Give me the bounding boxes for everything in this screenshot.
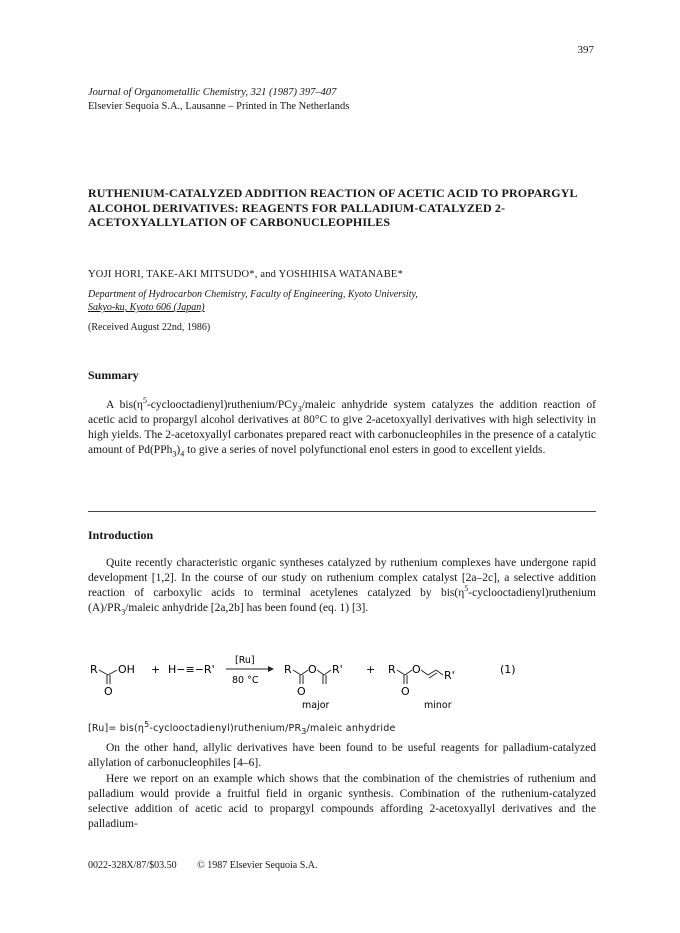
ru-definition [88, 719, 396, 736]
summary-text-1: A bis(η [106, 399, 143, 411]
ru-definition-sub: 3 [301, 726, 307, 736]
conditions-label: 80 °C [232, 675, 259, 686]
introduction-paragraph-3: Here we report on an example which shows that the combination of the chemistries of ruthenium and palladium would provide a fruitful field in organic synthesis. Combination of the ruthenium-catalyzed selective addition of acetic acid to propargyl compounds affording 2-acetoxyallyl derivatives and the palladium- [88, 773, 596, 830]
page-footer [88, 860, 335, 871]
major-label: major [302, 700, 330, 711]
summary-text-4: ) [176, 444, 181, 456]
product1-bond-1 [293, 670, 301, 675]
product1-bond-2 [301, 670, 308, 675]
equation-number: (1) [500, 663, 516, 676]
ru-definition-3: /maleic anhydride [306, 723, 396, 734]
product2-bond-4 [436, 670, 443, 675]
footer-code: 0022-328X/87/$03.50 [88, 860, 177, 871]
summary-sub-2: 3 [172, 449, 177, 459]
summary-text-2: -cyclooctadienyl)ruthenium/PCy [146, 399, 298, 411]
product2-ester-o: O [412, 663, 421, 676]
product2-r-label: R [388, 663, 396, 676]
received-date: (Received August 22nd, 1986) [88, 322, 211, 333]
product2-bond-3 [421, 670, 428, 675]
paper-title: RUTHENIUM-CATALYZED ADDITION REACTION OF ACETIC ACID TO PROPARGYL ALCOHOL DERIVATIVES: REAGENTS FOR PALLADIUM-CATALYZED 2-ACETOXYALLYLATION OF CARBONUCLEOPHILES [88, 186, 577, 229]
reactant1-oh-label: OH [118, 663, 135, 676]
authors: YOJI HORI, TAKE-AKI MITSUDO*, and YOSHIHISA WATANABE* [88, 269, 403, 280]
introduction-paragraph-1 [88, 556, 596, 616]
affiliation-line-2: Sakyo-ku, Kyoto 606 (Japan) [88, 302, 205, 313]
reactant1-bond-2 [108, 670, 117, 675]
summary-text [88, 398, 596, 458]
product2-rprime-label: R' [444, 669, 455, 682]
summary-sub-1: 3 [297, 404, 302, 414]
summary-sub-3: 4 [180, 449, 185, 459]
catalyst-label: [Ru] [235, 655, 255, 666]
reactant1-carbonyl-o: O [104, 685, 113, 698]
introduction-paragraph-2: On the other hand, allylic derivatives have been found to be useful reagents for palladium-catalyzed allylation of carbonucleophiles [4–6]. [88, 742, 596, 769]
product1-bond-3 [317, 670, 324, 675]
reactant2-label: H−≡−R' [168, 663, 215, 676]
affiliation-line-1: Department of Hydrocarbon Chemistry, Faculty of Engineering, Kyoto University, [88, 289, 418, 300]
introduction-heading: Introduction [88, 528, 154, 542]
minor-label: minor [424, 700, 452, 711]
intro-p1-b: -cyclooctadienyl)ruthenium (A)/PR [88, 587, 596, 614]
summary-sup-1: 5 [142, 396, 147, 406]
ru-definition-sup: 5 [144, 719, 150, 729]
footer-copyright: © 1987 Elsevier Sequoia S.A. [197, 860, 318, 871]
journal-header [88, 86, 349, 114]
affiliation [88, 288, 418, 314]
summary-text-5: to give a series of novel polyfunctional enol esters in good to excellent yields. [184, 444, 546, 456]
product2-bond-2 [405, 670, 412, 675]
section-divider [88, 511, 596, 512]
intro-p1-c: /maleic anhydride [2a,2b] has been found (eq. 1) [3]. [125, 602, 369, 614]
summary-text-3: /maleic anhydride system catalyzes the addition reaction of acetic acid to propargyl alcohol derivatives at 80°C to give 2-acetoxyallyl derivatives with high selectivity in high yields. The 2-acetoxyallyl carbonates prepared react with carbonucleophiles in the presence of a catalytic amount of Pd(PPh [88, 399, 597, 456]
plus-sign-1: + [151, 663, 161, 676]
journal-citation: Journal of Organometallic Chemistry, 321 (1987) 397–407 [88, 87, 337, 98]
product1-rprime-label: R' [332, 663, 343, 676]
ru-definition-1: [Ru]= bis(η [88, 723, 145, 734]
reactant1-r-label: R [90, 663, 98, 676]
product1-bond-4 [324, 670, 331, 675]
product1-r-label: R [284, 663, 292, 676]
journal-publisher: Elsevier Sequoia S.A., Lausanne – Printed in The Netherlands [88, 101, 350, 112]
product2-bond-1 [397, 670, 405, 675]
product2-carbonyl-o: O [401, 685, 410, 698]
ru-definition-2: -cyclooctadienyl)ruthenium/PR [149, 723, 302, 734]
product1-carbonyl-o: O [297, 685, 306, 698]
intro-p1-a: Quite recently characteristic organic syntheses catalyzed by ruthenium complexes have undergone rapid development [1,2]. In the course of our study on ruthenium complex catalyst [2a–2c], a selective addition reaction of carboxylic acids to terminal acetylenes catalyzed by bis(η [88, 557, 596, 599]
product1-ester-o: O [308, 663, 317, 676]
intro-p1-sup: 5 [464, 584, 469, 594]
reaction-arrow-head [268, 666, 274, 672]
page-number: 397 [577, 44, 594, 56]
intro-p1-sub: 3 [121, 607, 126, 617]
summary-heading: Summary [88, 368, 139, 382]
plus-sign-2: + [366, 663, 376, 676]
reactant1-bond-1 [99, 670, 108, 675]
